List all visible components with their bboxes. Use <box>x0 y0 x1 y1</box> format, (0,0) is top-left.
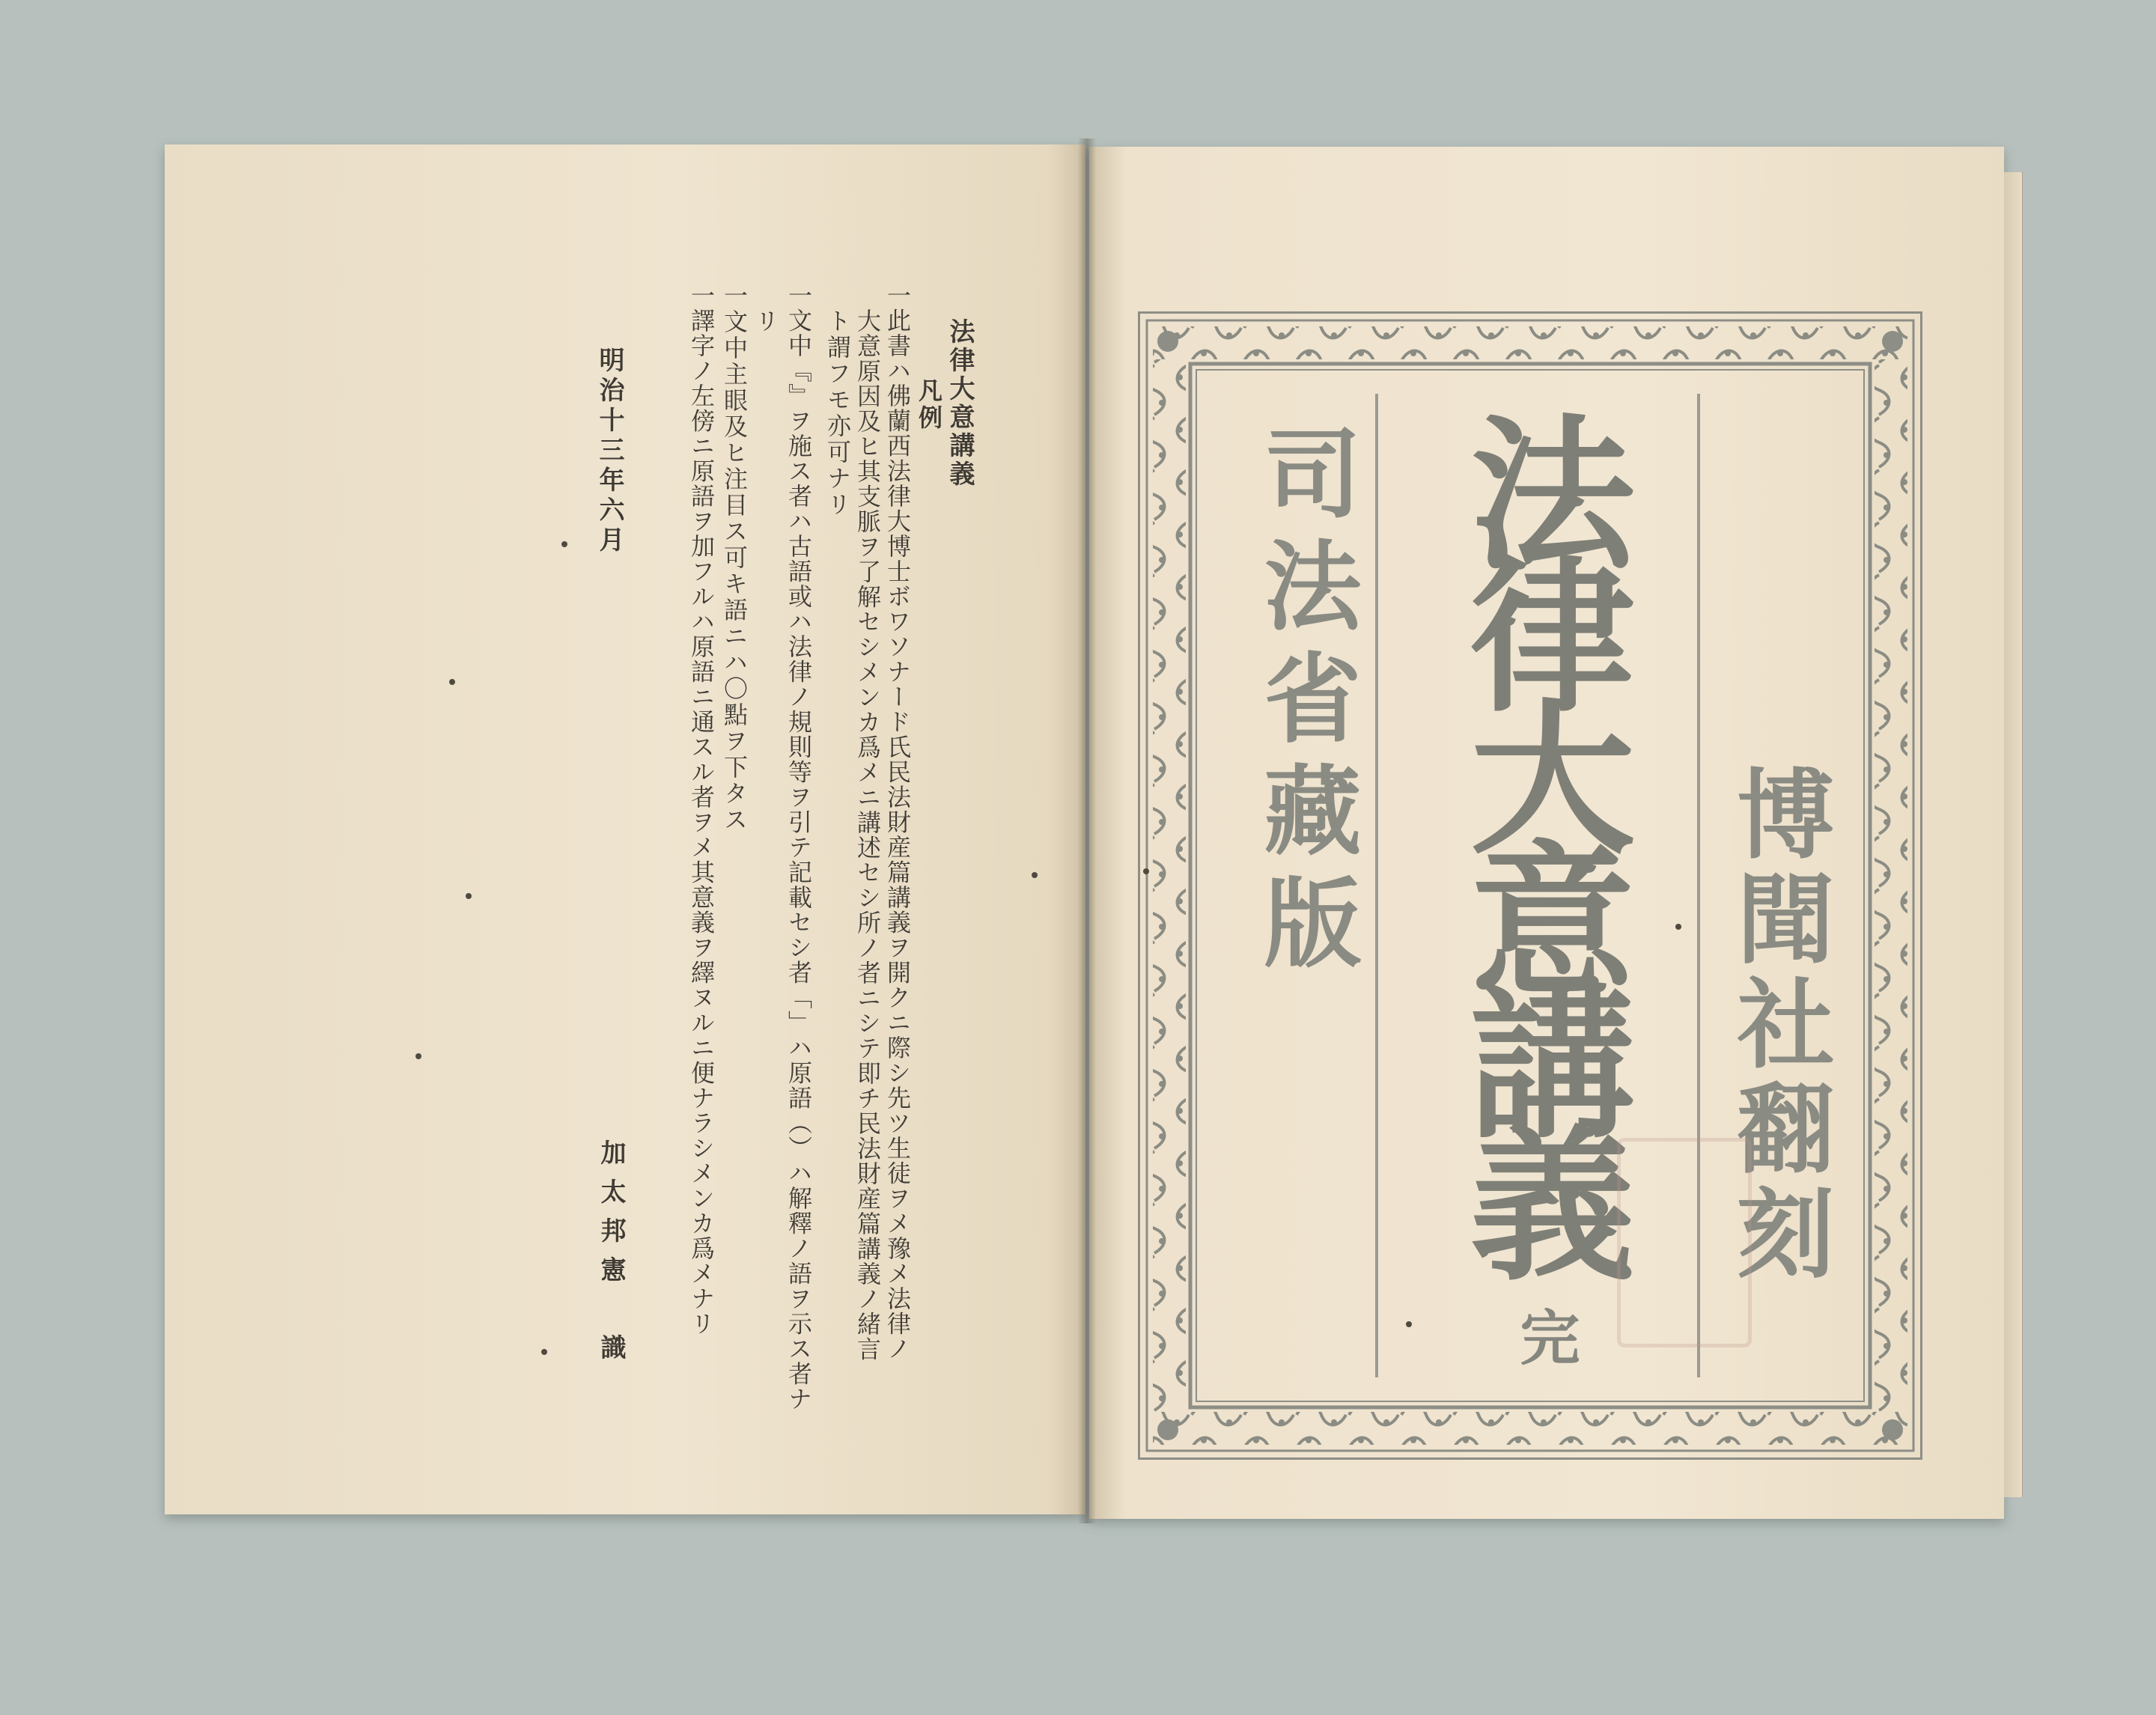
preface-signature: 加太邦憲 識 <box>596 1139 626 1373</box>
section-heading: 凡例 <box>915 378 943 432</box>
note-line: 大意原因及ヒ其支脈ヲ了解セシメンカ爲メニ講述セシ所ノ者ニシテ即チ民法財産篇講義ノ緒言 <box>853 308 882 1362</box>
left-page-title: 法律大意講義 <box>945 318 975 489</box>
book-gutter <box>1078 138 1096 1523</box>
publisher-line: 博聞社翻刻 <box>1721 764 1835 1288</box>
title-suffix: 完 <box>1510 1306 1580 1366</box>
note-line: リ <box>752 308 780 332</box>
main-title: 法律大意講義 <box>1443 408 1634 1261</box>
preface-date: 明治十三年六月 <box>594 347 624 556</box>
note-line: 一此書ハ佛蘭西法律大博士ボワソナード氏民法財産篇講義ヲ開クニ際シ先ツ生徒ヲメ豫メ法律ノ <box>883 283 912 1362</box>
note-line: 一譯字ノ左傍ニ原語ヲ加フルハ原語ニ通スル者ヲメ其意義ヲ繹ヌルニ便ナラシメンカ爲メナリ <box>687 283 716 1336</box>
note-line: 一文中主眼及ヒ注目ス可キ語ニハ〇點ヲ下タス <box>720 283 749 833</box>
note-line: ト謂フモ亦可ナリ <box>823 308 852 518</box>
page-edge <box>2004 172 2023 1497</box>
note-line: 一文中『』ヲ施ス者ハ古語或ハ法律ノ規則等ヲ引テ記載セシ者「」ハ原語（）ハ解釋ノ語ヲ示ス者ナ <box>785 283 813 1412</box>
authority-line: 司法省藏版 <box>1248 423 1362 984</box>
faded-seal-stamp <box>1617 1138 1752 1347</box>
